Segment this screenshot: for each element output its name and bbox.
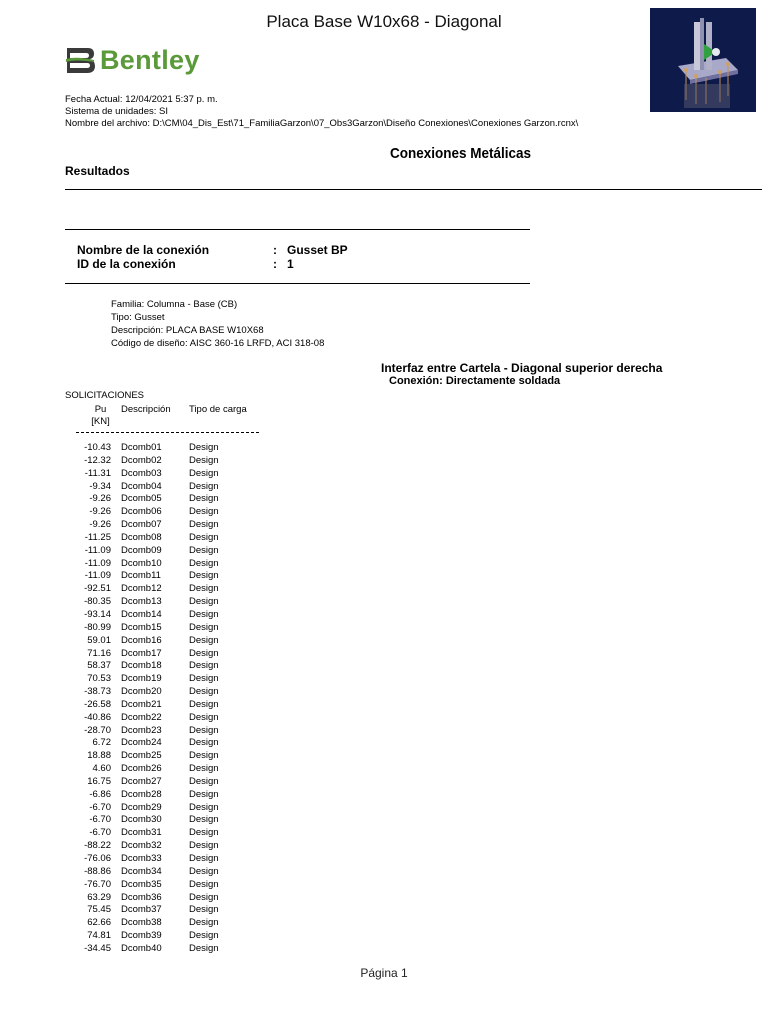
table-row [65,442,265,455]
cell-pu: -9.26 [89,506,111,518]
divider-conn-bottom [65,283,530,284]
cell-tipo: Design [189,621,219,633]
cell-pu: -9.26 [89,519,111,531]
cell-tipo: Design [189,942,219,954]
cell-tipo: Design [189,840,219,852]
table-row [65,750,265,763]
cell-pu: 70.53 [87,673,111,685]
cell-desc: Dcomb24 [121,737,162,749]
cell-desc: Dcomb09 [121,544,162,556]
cell-tipo: Design [189,930,219,942]
cell-pu: -11.09 [84,570,111,582]
cell-desc: Dcomb17 [121,647,162,659]
cell-tipo: Design [189,865,219,877]
cell-desc: Dcomb26 [121,763,162,775]
cell-pu: 58.37 [87,660,111,672]
table-row [65,789,265,802]
tipo-line: Tipo: Gusset [111,312,165,323]
cell-desc: Dcomb40 [121,942,162,954]
cell-pu: -10.43 [84,442,111,453]
sistema-line: Sistema de unidades: SI [65,106,168,117]
table-row [65,840,265,853]
table-row [65,532,265,545]
cell-pu: -88.86 [84,865,111,877]
col-header-pu: Pu [KN] [91,404,110,427]
cell-pu: 74.81 [87,930,111,942]
cell-pu: 18.88 [87,750,111,762]
cell-tipo: Design [189,454,219,466]
cell-pu: 75.45 [87,904,111,916]
connection-family [111,298,324,350]
cell-pu: 6.72 [92,737,111,749]
cell-pu: -40.86 [84,711,111,723]
table-row [65,776,265,789]
table-row [65,660,265,673]
logo-text: Bentley [100,44,200,75]
table-row [65,904,265,917]
cell-tipo: Design [189,750,219,762]
table-row [65,558,265,571]
cell-desc: Dcomb10 [121,557,162,569]
table-row [65,455,265,468]
cell-tipo: Design [189,711,219,723]
cell-tipo: Design [189,660,219,672]
cell-pu: -28.70 [84,724,111,736]
cell-pu: -34.45 [84,942,111,954]
fecha-line: Fecha Actual: 12/04/2021 5:37 p. m. [65,94,218,105]
cell-desc: Dcomb16 [121,634,162,646]
table-row [65,725,265,738]
table-row [65,570,265,583]
cell-desc: Dcomb21 [121,698,162,710]
cell-pu: -12.32 [84,454,111,466]
cell-tipo: Design [189,853,219,864]
table-row [65,699,265,712]
solicitaciones-table [65,442,265,956]
cell-desc: Dcomb23 [121,724,162,736]
cell-tipo: Design [189,647,219,659]
cell-pu: -76.70 [84,878,111,890]
solicitaciones-heading: SOLICITACIONES [65,390,145,401]
cell-pu: -6.86 [89,788,111,800]
cell-desc: Dcomb12 [121,583,162,595]
table-row [65,917,265,930]
cell-desc: Dcomb20 [121,686,162,698]
cell-desc: Dcomb15 [121,621,162,633]
table-row [65,583,265,596]
table-row [65,545,265,558]
cell-pu: -80.35 [84,596,111,608]
cell-desc: Dcomb36 [121,891,162,903]
cell-desc: Dcomb28 [121,788,162,800]
interface-heading [381,362,662,388]
table-row [65,686,265,699]
table-row [65,892,265,905]
table-row [65,519,265,532]
cell-desc: Dcomb04 [121,480,162,492]
familia-line: Familia: Columna - Base (CB) [111,299,238,310]
table-row [65,596,265,609]
cell-tipo: Design [189,544,219,556]
cell-tipo: Design [189,506,219,518]
cell-desc: Dcomb11 [121,570,161,582]
table-row [65,506,265,519]
table-row [65,712,265,725]
cell-tipo: Design [189,442,219,453]
table-row [65,802,265,815]
cell-tipo: Design [189,788,219,800]
sistema-value: SI [159,106,168,117]
cell-desc: Dcomb13 [121,596,162,608]
cell-desc: Dcomb22 [121,711,162,723]
connection-id-value: 1 [287,257,294,271]
page-number: Página 1 [360,966,408,980]
cell-tipo: Design [189,634,219,646]
cell-desc: Dcomb37 [121,904,162,916]
cell-tipo: Design [189,557,219,569]
cell-pu: 16.75 [87,775,111,787]
cell-pu: 62.66 [87,917,111,929]
cell-desc: Dcomb14 [121,608,162,620]
cell-desc: Dcomb31 [121,827,162,839]
cell-desc: Dcomb27 [121,775,162,787]
cell-desc: Dcomb18 [121,660,162,672]
cell-tipo: Design [189,827,219,839]
connection-3d-preview-icon [650,8,756,112]
cell-pu: -26.58 [84,698,111,710]
cell-pu: -93.14 [84,608,111,620]
cell-desc: Dcomb30 [121,814,162,826]
table-row [65,493,265,506]
codigo-line: Código de diseño: AISC 360-16 LRFD, ACI 318-08 [111,338,325,349]
cell-pu: -11.25 [84,531,111,543]
table-row [65,648,265,661]
bentley-b-logo-icon [64,44,96,76]
cell-tipo: Design [189,917,219,929]
document-metadata [65,94,578,130]
cell-tipo: Design [189,801,219,813]
cell-tipo: Design [189,519,219,531]
archivo-line: Nombre del archivo: D:\CM\04_Dis_Est\71_FamiliaGarzon\07_Obs3Garzon\Diseño Conexiones\Conexiones Garzon.rcnx\ [65,118,579,129]
archivo-value: D:\CM\04_Dis_Est\71_FamiliaGarzon\07_Obs3Garzon\Diseño Conexiones\Conexiones Garzon.rcnx\ [152,118,579,129]
cell-pu: -6.70 [89,814,111,826]
cell-pu: -6.70 [89,801,111,813]
interface-subtitle: Conexión: Directamente soldada [389,375,561,387]
cell-desc: Dcomb39 [121,930,162,942]
cell-tipo: Design [189,608,219,620]
cell-tipo: Design [189,775,219,787]
cell-tipo: Design [189,583,219,595]
cell-tipo: Design [189,763,219,775]
cell-tipo: Design [189,698,219,710]
cell-pu: -76.06 [84,853,111,864]
cell-tipo: Design [189,737,219,749]
cell-desc: Dcomb05 [121,493,162,505]
cell-pu: -38.73 [84,686,111,698]
table-row [65,609,265,622]
table-row [65,827,265,840]
table-row [65,853,265,866]
cell-tipo: Design [189,596,219,608]
cell-desc: Dcomb34 [121,865,162,877]
cell-desc: Dcomb02 [121,454,162,466]
cell-pu: -88.22 [84,840,111,852]
table-row [65,930,265,943]
cell-tipo: Design [189,814,219,826]
cell-tipo: Design [189,673,219,685]
cell-tipo: Design [189,878,219,890]
cell-tipo: Design [189,904,219,916]
interface-title: Interfaz entre Cartela - Diagonal superior derecha [381,361,663,375]
table-row [65,481,265,494]
cell-pu: -9.26 [89,493,111,505]
connection-name-row: Nombre de la conexión : Gusset BP [77,243,348,257]
connection-id-row: ID de la conexión : 1 [77,257,294,271]
cell-pu: -11.31 [84,467,111,479]
cell-pu: -9.34 [89,480,111,492]
cell-desc: Dcomb08 [121,531,162,543]
table-row [65,468,265,481]
table-row [65,622,265,635]
cell-tipo: Design [189,480,219,492]
table-row [65,737,265,750]
cell-pu: 59.01 [87,634,111,646]
cell-tipo: Design [189,570,219,582]
descripcion-line: Descripción: PLACA BASE W10X68 [111,325,264,336]
table-row [65,879,265,892]
cell-desc: Dcomb07 [121,519,162,531]
cell-desc: Dcomb19 [121,673,162,685]
cell-desc: Dcomb25 [121,750,162,762]
cell-tipo: Design [189,891,219,903]
cell-pu: -6.70 [89,827,111,839]
divider-main [65,189,762,190]
table-dashed-divider [76,432,259,433]
cell-tipo: Design [189,493,219,505]
table-row [65,814,265,827]
cell-tipo: Design [189,686,219,698]
cell-desc: Dcomb03 [121,467,162,479]
cell-desc: Dcomb01 [121,442,162,453]
cell-pu: 71.16 [87,647,111,659]
cell-tipo: Design [189,467,219,479]
cell-pu: -11.09 [84,544,111,556]
cell-desc: Dcomb06 [121,506,162,518]
cell-pu: -92.51 [84,583,111,595]
cell-desc: Dcomb38 [121,917,162,929]
col-header-descripcion: Descripción [121,404,171,415]
section-title: Conexiones Metálicas [390,145,532,162]
fecha-value: 12/04/2021 5:37 p. m. [125,94,218,105]
table-row [65,866,265,879]
connection-info [77,243,517,273]
cell-tipo: Design [189,724,219,736]
cell-pu: 4.60 [92,763,111,775]
cell-pu: -80.99 [84,621,111,633]
table-row [65,635,265,648]
bentley-logo [64,44,200,76]
cell-desc: Dcomb33 [121,853,162,864]
cell-pu: -11.09 [84,557,111,569]
page-title: Placa Base W10x68 - Diagonal [266,12,502,31]
cell-tipo: Design [189,531,219,543]
col-header-tipo: Tipo de carga [189,404,247,415]
cell-desc: Dcomb29 [121,801,162,813]
table-row [65,943,265,956]
cell-desc: Dcomb35 [121,878,162,890]
resultados-heading: Resultados [65,164,130,178]
table-row [65,673,265,686]
table-row [65,763,265,776]
cell-desc: Dcomb32 [121,840,162,852]
connection-name-value: Gusset BP [287,243,348,257]
cell-pu: 63.29 [87,891,111,903]
divider-conn-top [65,229,530,230]
